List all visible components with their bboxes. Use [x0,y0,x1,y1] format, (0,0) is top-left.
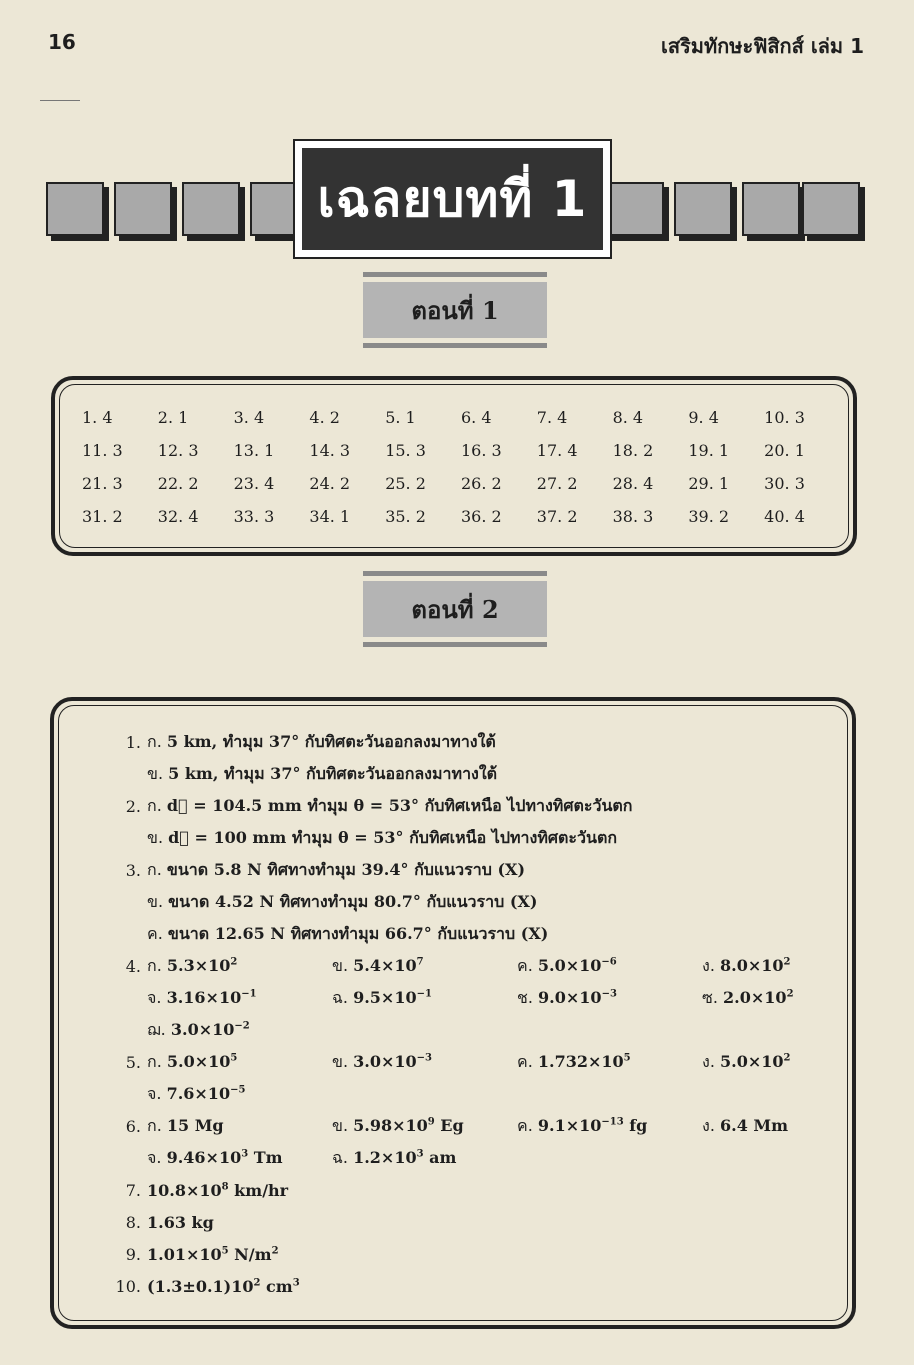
answer-cell: 30. 3 [764,474,805,493]
answer-cell: 17. 4 [536,441,578,460]
answer-cell: 27. 2 [536,474,578,493]
answer-value: 5.0×10 [537,955,602,975]
answer-cell: 16. 3 [460,441,502,460]
answer-item [147,922,548,947]
answer-value: 5 km, ทำมุม 37° กับทิศตะวันออกลงมาทางใต้ [168,763,498,783]
answer-value: 3.16×10 [166,987,242,1007]
section-heading-part1 [363,272,547,348]
answer-cell: 2. 1 [157,408,189,427]
answer-line [107,1270,807,1302]
answer-cell: 39. 2 [688,507,730,526]
answer-line [107,1142,807,1174]
answer-cell: 25. 2 [385,474,426,493]
answer-item [147,1146,332,1171]
answer-item [147,826,617,851]
answer-cell: 28. 4 [612,474,654,493]
answer-value: 1.2×10 [353,1147,417,1167]
answer-value: 8.0×10 [720,955,784,975]
exponent: −13 [601,1116,624,1128]
header-rule [40,100,80,101]
choice-letter: ซ. [702,987,718,1007]
answer-item [147,954,332,979]
answer-line [107,790,807,822]
answer-cell: 32. 4 [157,507,199,526]
unit: cm [260,1276,293,1296]
exponent: 2 [230,956,238,968]
answer-item [702,1114,788,1139]
answer-item [147,1114,332,1139]
answer-value: 15 Mg [166,1115,224,1135]
answer-line [107,726,807,758]
answer-value: 5.0×10 [166,1051,231,1071]
choice-letter: ก. [147,1115,162,1135]
answer-cell: 6. 4 [460,408,492,427]
exponent: −1 [416,988,432,1000]
choice-letter: ค. [517,1051,533,1071]
answer-value: 5.4×10 [353,955,417,975]
answer-cell: 11. 3 [82,441,123,460]
exponent: 2 [253,1277,261,1289]
answer-item [332,1146,456,1171]
answer-value: 10.8×10 [147,1180,222,1200]
answer-cell: 33. 3 [233,507,275,526]
answer-value: 5 km, ทำมุม 37° กับทิศตะวันออกลงมาทางใต้ [166,731,496,751]
choice-letter: ก. [147,859,162,879]
answer-item [147,1082,245,1107]
answer-item [517,1114,702,1139]
answer-item [702,1050,790,1075]
answer-item [147,1213,214,1232]
choice-letter: ข. [147,891,164,911]
answer-line [107,1206,807,1238]
answer-item [147,986,332,1011]
question-number: 9. [125,1244,141,1264]
choice-letter: ก. [147,1051,162,1071]
answer-line [107,1238,807,1270]
answer-line [107,918,807,950]
exponent: −2 [234,1020,250,1032]
answer-line [107,1014,807,1046]
answer-cell: 22. 2 [157,474,199,493]
unit-exponent: 3 [292,1277,300,1289]
answer-cell: 8. 4 [612,408,644,427]
answer-item [517,986,702,1011]
choice-letter: ก. [147,955,162,975]
answer-line [107,1110,807,1142]
choice-letter: ค. [517,1115,533,1135]
answer-value: 9.1×10 [537,1115,602,1135]
answer-line [107,822,807,854]
answer-cell: 15. 3 [385,441,426,460]
choice-letter: จ. [147,1147,162,1167]
answer-value: 3.0×10 [353,1051,417,1071]
answer-line [107,1078,807,1110]
answer-item [702,954,790,979]
exponent: 3 [416,1148,424,1160]
part2-answer-panel [50,697,856,1329]
answer-value: ขนาด 5.8 N ทิศทางทำมุม 39.4° กับแนวราบ (X) [166,859,526,879]
question-number: 1. [125,732,141,752]
answer-cell: 29. 1 [688,474,730,493]
exponent: 5 [230,1052,238,1064]
exponent: 2 [783,956,791,968]
answer-item [147,1018,250,1043]
unit-exponent: 2 [271,1245,279,1257]
answer-cell: 21. 3 [82,474,123,493]
choice-letter: ค. [517,955,533,975]
section-heading-part2 [363,571,547,647]
question-number: 7. [125,1180,141,1200]
answer-cell: 20. 1 [764,441,805,460]
answer-cell: 34. 1 [309,507,351,526]
choice-letter: จ. [147,987,162,1007]
answer-item [332,954,517,979]
unit: Tm [248,1147,283,1167]
answer-item [332,1050,517,1075]
answer-grid [76,401,834,533]
answer-cell: 38. 3 [612,507,654,526]
answer-item [517,1050,702,1075]
exponent: 8 [221,1181,229,1193]
answer-line [107,982,807,1014]
answer-cell: 31. 2 [82,507,123,526]
answer-value: d⃗ = 100 mm ทำมุม θ = 53° กับทิศเหนือ ไปทางทิศตะวันตก [168,827,618,847]
question-number: 5. [125,1052,141,1072]
answer-cell: 26. 2 [460,474,502,493]
answer-row [76,500,834,533]
question-number: 10. [115,1276,141,1296]
answer-cell: 4. 2 [309,408,340,427]
answer-line [107,854,807,886]
question-number: 2. [125,796,141,816]
answer-value: 9.5×10 [353,987,417,1007]
part2-title: ตอนที่ 2 [363,581,547,637]
choice-letter: ง. [702,1115,715,1135]
exponent: −3 [601,988,617,1000]
answer-item [147,1181,288,1200]
answer-cell: 18. 2 [612,441,654,460]
answer-line [107,1046,807,1078]
answer-item [147,730,496,755]
page-number: 16 [48,30,76,54]
answer-item [147,890,537,915]
answer-value: 9.0×10 [538,987,602,1007]
unit: km/hr [228,1180,289,1200]
exponent: 7 [416,956,424,968]
answer-line [107,758,807,790]
answer-item [702,986,794,1011]
answer-item [332,1114,517,1139]
answer-row [76,434,834,467]
choice-letter: ง. [702,955,715,975]
answer-value: 3.0×10 [170,1019,235,1039]
answer-value: 9.46×10 [166,1147,242,1167]
answer-value: ขนาด 4.52 N ทิศทางทำมุม 80.7° กับแนวราบ (X) [168,891,538,911]
answer-item [147,762,497,787]
exponent: 3 [241,1148,249,1160]
unit: am [423,1147,457,1167]
answer-cell: 1. 4 [82,408,113,427]
answer-value: 5.98×10 [353,1115,428,1135]
answer-cell: 37. 2 [536,507,578,526]
answer-cell: 35. 2 [385,507,426,526]
choice-letter: ฉ. [332,987,348,1007]
answer-line [107,886,807,918]
answer-cell: 9. 4 [688,408,719,427]
answer-line [107,1174,807,1206]
answer-cell: 23. 4 [233,474,275,493]
question-number: 4. [125,956,141,976]
answer-cell: 40. 4 [764,507,805,526]
answer-list [107,726,807,1302]
choice-letter: จ. [147,1083,162,1103]
choice-letter: ช. [517,987,533,1007]
answer-cell: 36. 2 [460,507,502,526]
answer-item [147,1277,300,1296]
unit: fg [623,1115,648,1135]
exponent: 5 [221,1245,229,1257]
exponent: −5 [230,1084,246,1096]
choice-letter: ข. [332,955,349,975]
part1-answer-panel [51,376,857,556]
answer-value: 6.4 Mm [720,1115,789,1135]
book-title: เสริมทักษะฟิสิกส์ เล่ม 1 [661,34,864,58]
answer-value: 5.3×10 [166,955,231,975]
answer-cell: 19. 1 [688,441,730,460]
answer-item [147,858,525,883]
answer-row [76,467,834,500]
answer-value: (1.3±0.1)10 [147,1276,254,1296]
exponent: 9 [427,1116,435,1128]
question-number: 8. [125,1212,141,1232]
chapter-title: เฉลยบทที่ 1 [302,148,603,250]
answer-value: d⃗ = 104.5 mm ทำมุม θ = 53° กับทิศเหนือ ไปทางทิศตะวันตก [166,795,633,815]
choice-letter: ง. [702,1051,715,1071]
answer-value: 1.01×10 [147,1244,222,1264]
unit: N/m [228,1244,272,1264]
exponent: 2 [786,988,794,1000]
answer-cell: 14. 3 [309,441,351,460]
choice-letter: ข. [332,1051,349,1071]
answer-cell: 13. 1 [233,441,275,460]
answer-item [517,954,702,979]
exponent: −6 [601,956,617,968]
answer-item [147,794,632,819]
exponent: 2 [783,1052,791,1064]
answer-cell: 10. 3 [764,408,805,427]
answer-value: 7.6×10 [166,1083,231,1103]
exponent: −3 [416,1052,432,1064]
answer-row [76,401,834,434]
choice-letter: ฉ. [332,1147,348,1167]
chapter-banner [293,139,612,259]
answer-cell: 24. 2 [309,474,351,493]
answer-item [332,986,517,1011]
answer-cell: 3. 4 [233,408,265,427]
choice-letter: ข. [147,827,164,847]
answer-value: 2.0×10 [723,987,787,1007]
answer-value: 5.0×10 [720,1051,784,1071]
question-number: 6. [125,1116,141,1136]
choice-letter: ข. [332,1115,349,1135]
question-number: 3. [125,860,141,880]
answer-value: 1.732×10 [537,1051,624,1071]
choice-letter: ก. [147,795,162,815]
answer-item [147,1050,332,1075]
answer-item [147,1245,279,1264]
unit: Eg [434,1115,464,1135]
answer-line [107,950,807,982]
exponent: −1 [241,988,257,1000]
answer-cell: 7. 4 [536,408,568,427]
answer-cell: 5. 1 [385,408,416,427]
choice-letter: ก. [147,731,162,751]
answer-cell: 12. 3 [157,441,199,460]
answer-value: ขนาด 12.65 N ทิศทางทำมุม 66.7° กับแนวราบ (X) [167,923,549,943]
answer-value: 1.63 kg [147,1212,214,1232]
exponent: 5 [623,1052,631,1064]
choice-letter: ค. [147,923,163,943]
choice-letter: ฌ. [147,1019,166,1039]
choice-letter: ข. [147,763,164,783]
part1-title: ตอนที่ 1 [363,282,547,338]
